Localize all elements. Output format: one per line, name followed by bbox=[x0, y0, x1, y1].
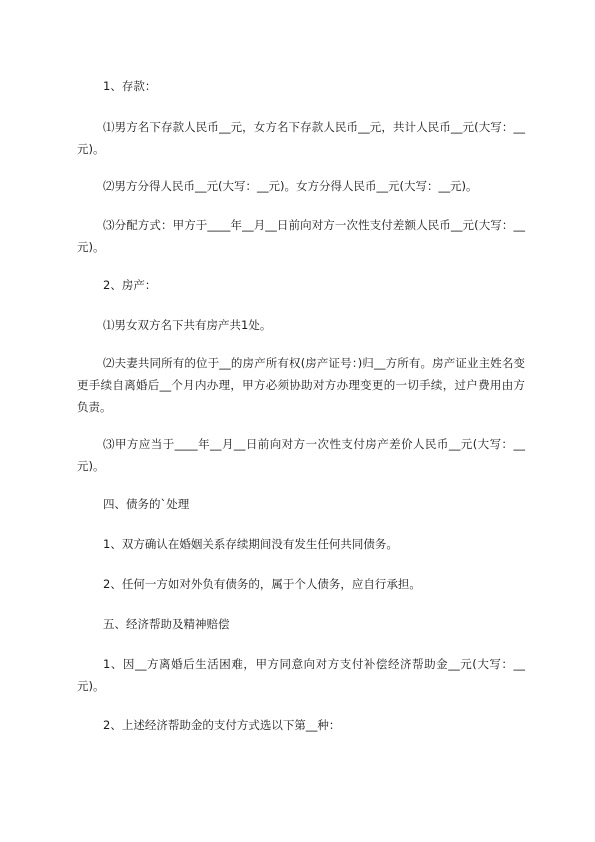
deposit-clause-2: ⑵男方分得人民币__元(大写：__元)。女方分得人民币__元(大写：__元)。 bbox=[103, 179, 478, 193]
property-clause-1: ⑴男女双方名下共有房产共1处。 bbox=[103, 318, 272, 332]
property-clause-2: ⑵夫妻共同所有的位于__的房产所有权(房产证号：)归__方所有。房产证业主姓名变更手续自离婚后__个月内办理，甲方必须协助对方办理变更的一切手续，过户费用由方负责。 bbox=[77, 356, 525, 414]
deposit-clause-3: ⑶分配方式：甲方于____年__月__日前向对方一次性支付差额人民币__元(大写：__元)。 bbox=[77, 218, 525, 254]
debt-clause-1: 1、双方确认在婚姻关系存续期间没有发生任何共同债务。 bbox=[103, 537, 398, 551]
economic-help-clause-1: 1、因__方离婚后生活困难，甲方同意向对方支付补偿经济帮助金__元(大写：__元)。 bbox=[77, 657, 525, 693]
section-debts-heading: 四、债务的`处理 bbox=[103, 497, 190, 511]
property-clause-3: ⑶甲方应当于____年__月__日前向对方一次性支付房产差价人民币__元(大写：__元)。 bbox=[77, 437, 525, 473]
heading-deposits: 1、存款： bbox=[103, 79, 157, 93]
economic-help-clause-2: 2、上述经济帮助金的支付方式选以下第__种： bbox=[103, 718, 341, 732]
debt-clause-2: 2、任何一方如对外负有债务的，属于个人债务，应自行承担。 bbox=[103, 577, 421, 591]
section-economic-help-heading: 五、经济帮助及精神赔偿 bbox=[103, 617, 230, 631]
heading-property: 2、房产： bbox=[103, 278, 157, 292]
deposit-clause-1: ⑴男方名下存款人民币__元，女方名下存款人民币__元，共计人民币__元(大写：__元)。 bbox=[77, 120, 525, 156]
